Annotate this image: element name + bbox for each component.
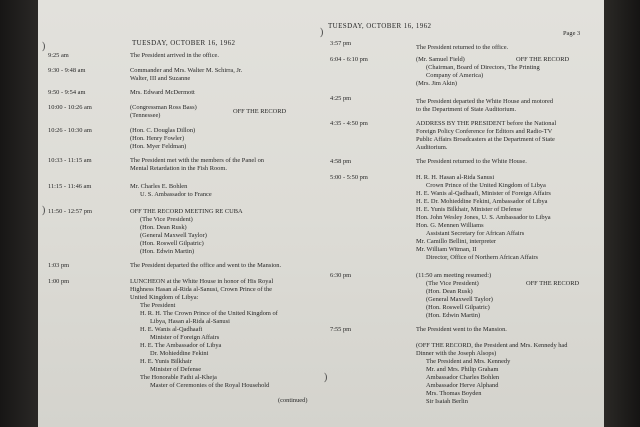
time-cell: 9:50 - 9:54 am (48, 89, 86, 96)
entry-line: (Hon. Henry Fowler) (130, 135, 185, 142)
entry-line: Public Affairs Broadcasters at the Department of State (416, 136, 555, 143)
off-record-label: OFF THE RECORD (526, 280, 580, 287)
entry-line: Mr. Camillo Bellini, interpreter (416, 238, 497, 245)
entry-line: Dinner with the Joseph Alsops) (416, 350, 497, 357)
entry-line: The Honorable Fathi al-Kheja (140, 374, 217, 381)
entry-line: Mental Retardation in the Fish Room. (130, 165, 227, 172)
entry-line: Hon. John Wesley Jones, U. S. Ambassador to Libya (416, 214, 551, 221)
time-cell: 10:00 - 10:26 am (48, 104, 92, 111)
time-cell: 9:30 - 9:48 am (48, 67, 86, 74)
brace-mark: ) (42, 41, 46, 52)
entry-line: Ambassador Herve Alphand (426, 382, 499, 389)
brace-mark: ) (320, 27, 324, 38)
entry-line: Ambassador Charles Bohlen (426, 374, 500, 381)
entry-line: (Hon. Roswell Gilpatric) (140, 240, 204, 247)
entry-line: H. E. Yunis Bilkhair (140, 358, 192, 365)
time-cell: 10:33 - 11:15 am (48, 157, 92, 164)
time-cell: 11:50 - 12:57 pm (48, 208, 92, 215)
document-page (38, 0, 604, 427)
entry-line: Assistant Secretary for African Affairs (426, 230, 525, 237)
entry-line: The President and Mrs. Kennedy (426, 358, 511, 365)
entry-line: (General Maxwell Taylor) (426, 296, 493, 303)
entry-line: ADDRESS BY THE PRESIDENT before the National (416, 120, 557, 127)
entry-line: Master of Ceremonies of the Royal Household (150, 382, 270, 389)
entry-line: United Kingdom of Libya: (130, 294, 199, 301)
entry-line: Mr. William Witman, II (416, 246, 477, 253)
entry-line: (Congressman Ross Bass) (130, 104, 197, 111)
entry-line: H. E. Yunis Bilkhair, Minister of Defense (416, 206, 522, 213)
projector-border-right (604, 0, 640, 427)
entry-line: Dr. Mohieddine Fekini (150, 350, 209, 357)
entry-line: (General Maxwell Taylor) (140, 232, 207, 239)
entry-line: Hon. G. Mennen Williams (416, 222, 484, 229)
entry-line: OFF THE RECORD MEETING RE CUBA (130, 208, 243, 215)
entry-line: H. E. The Ambassador of Libya (140, 342, 222, 349)
time-cell: 4:25 pm (330, 95, 352, 102)
entry-line: H. R. H. Hasan al-Rida Sanusi (416, 174, 495, 181)
entry-line: Highness Hasan al-Rida al-Sanusi, Crown Prince of the (130, 286, 272, 293)
entry-line: The President returned to the office. (416, 44, 509, 51)
entry-line: (OFF THE RECORD, the President and Mrs. Kennedy had (416, 342, 568, 349)
entry-line: Mrs. Edward McDermott (130, 89, 195, 96)
entry-line: The President met with the members of the Panel on (130, 157, 264, 164)
entry-line: Sir Isaiah Berlin (426, 398, 468, 405)
brace-mark: ) (324, 372, 328, 383)
entry-line: (The Vice President) (140, 216, 193, 223)
time-cell: 7:55 pm (330, 326, 352, 333)
time-cell: 3:57 pm (330, 40, 352, 47)
off-record-label: OFF THE RECORD (233, 108, 287, 115)
entry-line: LUNCHEON at the White House in honor of His Royal (130, 278, 274, 285)
entry-line: to the Department of State Auditorium. (416, 106, 517, 113)
time-cell: 11:15 - 11:46 am (48, 183, 92, 190)
entry-line: Minister of Foreign Affairs (150, 334, 220, 341)
entry-line: The President departed the White House and motored (416, 98, 554, 105)
entry-line: Walter, III and Suzanne (130, 75, 191, 82)
time-cell: 6:30 pm (330, 272, 352, 279)
entry-line: (Hon. Dean Rusk) (140, 224, 187, 231)
entry-line: Mrs. Thomas Boyden (426, 390, 482, 397)
entry-line: Foreign Policy Conference for Editors and Radio-TV (416, 128, 553, 135)
entry-line: (Tennessee) (130, 112, 161, 119)
entry-line: The President went to the Mansion. (416, 326, 507, 333)
entry-line: Auditorium. (416, 144, 448, 151)
time-cell: 1:03 pm (48, 262, 70, 269)
left-date-header: TUESDAY, OCTOBER 16, 1962 (132, 39, 236, 47)
brace-mark: ) (42, 205, 46, 216)
continued-label: (continued) (278, 397, 308, 404)
entry-line: Company of America) (426, 72, 484, 79)
projector-border-left (0, 0, 38, 427)
entry-line: Crown Prince of the United Kingdom of Libya (426, 182, 546, 189)
entry-line: Mr. Charles E. Bohlen (130, 183, 188, 190)
entry-line: H. E. Dr. Mohieddine Fekini, Ambassador of Libya (416, 198, 548, 205)
entry-line: The President arrived in the office. (130, 52, 219, 59)
entry-line: (Mrs. Jim Akin) (416, 80, 458, 87)
entry-line: (Hon. Roswell Gilpatric) (426, 304, 490, 311)
entry-line: The President returned to the White House. (416, 158, 527, 165)
entry-line: (Hon. Edwin Martin) (426, 312, 481, 319)
entry-line: Mr. and Mrs. Philip Graham (426, 366, 499, 373)
entry-line: H. E. Wanis al-Qadhaafi (140, 326, 203, 333)
page-number: Page 3 (563, 30, 581, 37)
time-cell: 1:00 pm (48, 278, 70, 285)
time-cell: 4:35 - 4:50 pm (330, 120, 368, 127)
entry-line: H. E. Wanis al-Qadhaafi, Minister of Foreign Affairs (416, 190, 551, 197)
entry-line: (Hon. Dean Rusk) (426, 288, 473, 295)
entry-line: (Hon. C. Douglas Dillon) (130, 127, 196, 134)
time-cell: 5:00 - 5:50 pm (330, 174, 368, 181)
entry-line: (11:50 am meeting resumed:) (416, 272, 492, 279)
entry-line: H. R. H. The Crown Prince of the United Kingdom of (140, 310, 278, 317)
off-record-label: OFF THE RECORD (516, 56, 570, 63)
right-date-header: TUESDAY, OCTOBER 16, 1962 (328, 22, 432, 30)
entry-line: (Mr. Samuel Field) (416, 56, 465, 63)
entry-line: Commander and Mrs. Walter M. Schirra, Jr. (130, 67, 243, 74)
entry-line: Director, Office of Northern African Affairs (426, 254, 539, 261)
time-cell: 6:04 - 6:10 pm (330, 56, 368, 63)
entry-line: The President departed the office and went to the Mansion. (130, 262, 282, 269)
entry-line: (Chairman, Board of Directors, The Printing (426, 64, 540, 71)
entry-line: (Hon. Edwin Martin) (140, 248, 195, 255)
entry-line: Libya, Hasan al-Rida al-Sanusi (150, 318, 230, 325)
entry-line: Minister of Defense (150, 366, 202, 373)
entry-line: U. S. Ambassador to France (140, 191, 212, 198)
entry-line: (The Vice President) (426, 280, 479, 287)
entry-line: The President (140, 302, 176, 309)
entry-line: (Hon. Myer Feldman) (130, 143, 187, 150)
time-cell: 9:25 am (48, 52, 69, 59)
time-cell: 10:26 - 10:30 am (48, 127, 92, 134)
time-cell: 4:58 pm (330, 158, 352, 165)
